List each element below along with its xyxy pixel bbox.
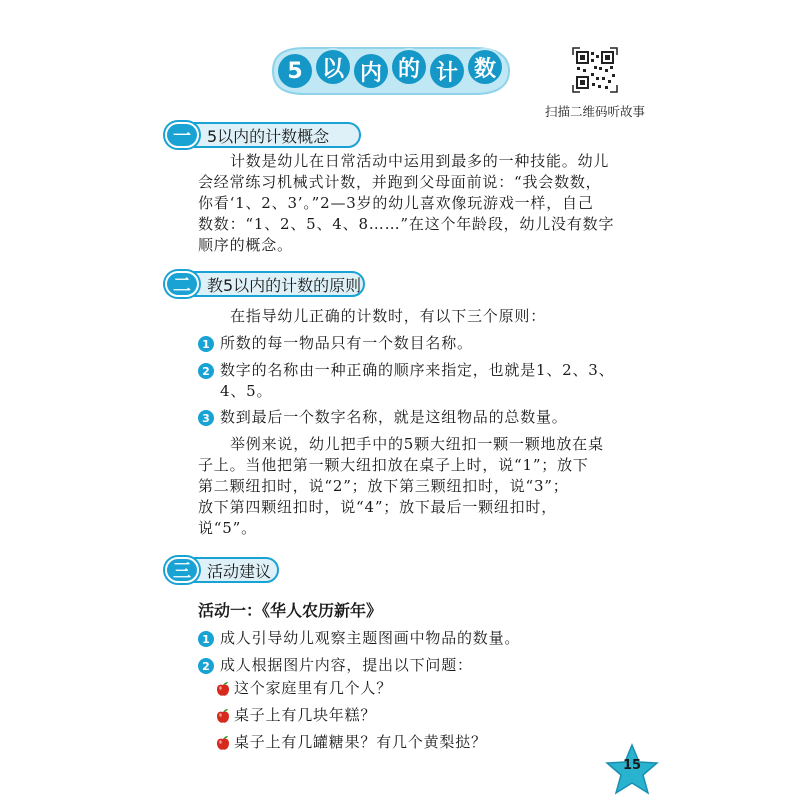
- list-item-line: 4、5。: [220, 382, 273, 400]
- apple-icon: [216, 735, 230, 751]
- section-2-number: 二: [165, 271, 199, 297]
- title-char: 计: [430, 54, 464, 88]
- apple-icon: [216, 708, 230, 724]
- title-chars: [265, 42, 515, 100]
- list-item-text: 成人引导幼儿观察主题图画中物品的数量。: [220, 629, 521, 647]
- qr-code-icon[interactable]: [572, 47, 618, 93]
- list-item-text: 数到最后一个数字名称，就是这组物品的总数量。: [220, 408, 568, 426]
- list-item: [198, 407, 628, 428]
- list-number-badge: 2: [198, 658, 214, 674]
- activity-title: 活动一：《华人农历新年》: [198, 601, 383, 620]
- list-number-badge: 1: [198, 631, 214, 647]
- paragraph-line: 子上。当他把第一颗大纽扣放在桌子上时，说“1”；放下: [198, 456, 589, 474]
- list-item: [198, 655, 628, 676]
- list-item-text: 所数的每一物品只有一个数目名称。: [220, 334, 473, 352]
- section-1-header: [165, 122, 361, 148]
- title-char: 内: [354, 54, 388, 88]
- title-char: 以: [316, 50, 350, 84]
- paragraph-line: 数数：“1、2、5、4、8……”在这个年龄段，幼儿没有数字: [198, 215, 615, 233]
- list-number-badge: 3: [198, 410, 214, 426]
- section-2-header: [165, 271, 365, 297]
- title-char: 5: [278, 54, 312, 88]
- paragraph-line: 会经常练习机械式计数，并跑到父母面前说：“我会数数，: [198, 173, 602, 191]
- question-item: [216, 732, 487, 753]
- question-text: 这个家庭里有几个人？: [234, 679, 393, 697]
- list-item-line: 数字的名称由一种正确的顺序来指定，也就是1、2、3、: [220, 361, 615, 379]
- question-item: [216, 705, 376, 726]
- section-2-example: [198, 434, 628, 539]
- section-3-header: [165, 557, 279, 583]
- question-text: 桌子上有几块年糕？: [234, 706, 377, 724]
- question-text: 桌子上有几罐糖果？有几个黄梨挞？: [234, 733, 487, 751]
- list-number-badge: 2: [198, 363, 214, 379]
- section-1-number: 一: [165, 122, 199, 148]
- paragraph-line: 举例来说，幼儿把手中的5颗大纽扣一颗一颗地放在桌: [230, 435, 604, 453]
- section-2-title: 教5以内的计数的原则: [207, 275, 362, 295]
- paragraph-line: 你看‘1、2、3’。”2—3岁的幼儿喜欢像玩游戏一样，自己: [198, 194, 594, 212]
- paragraph-line: 第二颗纽扣时，说“2”；放下第三颗纽扣时，说“3”；: [198, 477, 569, 495]
- section-3-number: 三: [165, 557, 199, 583]
- section-1-title: 5以内的计数概念: [207, 126, 330, 146]
- list-item: [198, 360, 628, 402]
- apple-icon: [216, 681, 230, 697]
- list-number-badge: 1: [198, 336, 214, 352]
- page-number: 15: [622, 758, 642, 773]
- title-char: 的: [392, 50, 426, 84]
- title-char: 数: [468, 50, 502, 84]
- paragraph-line: 放下第四颗纽扣时，说“4”；放下最后一颗纽扣时，: [198, 498, 558, 516]
- list-item-text: 成人根据图片内容，提出以下问题：: [220, 656, 473, 674]
- list-item: [198, 628, 628, 649]
- list-item-text: [220, 360, 614, 402]
- qr-caption: 扫描二维码听故事: [545, 104, 646, 119]
- section-2-intro: 在指导幼儿正确的计数时，有以下三个原则：: [230, 307, 547, 325]
- paragraph-line: 计数是幼儿在日常活动中运用到最多的一种技能。幼儿: [230, 152, 610, 170]
- paragraph-line: 说“5”。: [198, 519, 257, 537]
- section-1-paragraph: [198, 151, 628, 256]
- page-title: [265, 42, 515, 100]
- list-item: [198, 333, 628, 354]
- section-3-title: 活动建议: [207, 561, 272, 581]
- question-item: [216, 678, 392, 699]
- paragraph-line: 顺序的概念。: [198, 236, 293, 254]
